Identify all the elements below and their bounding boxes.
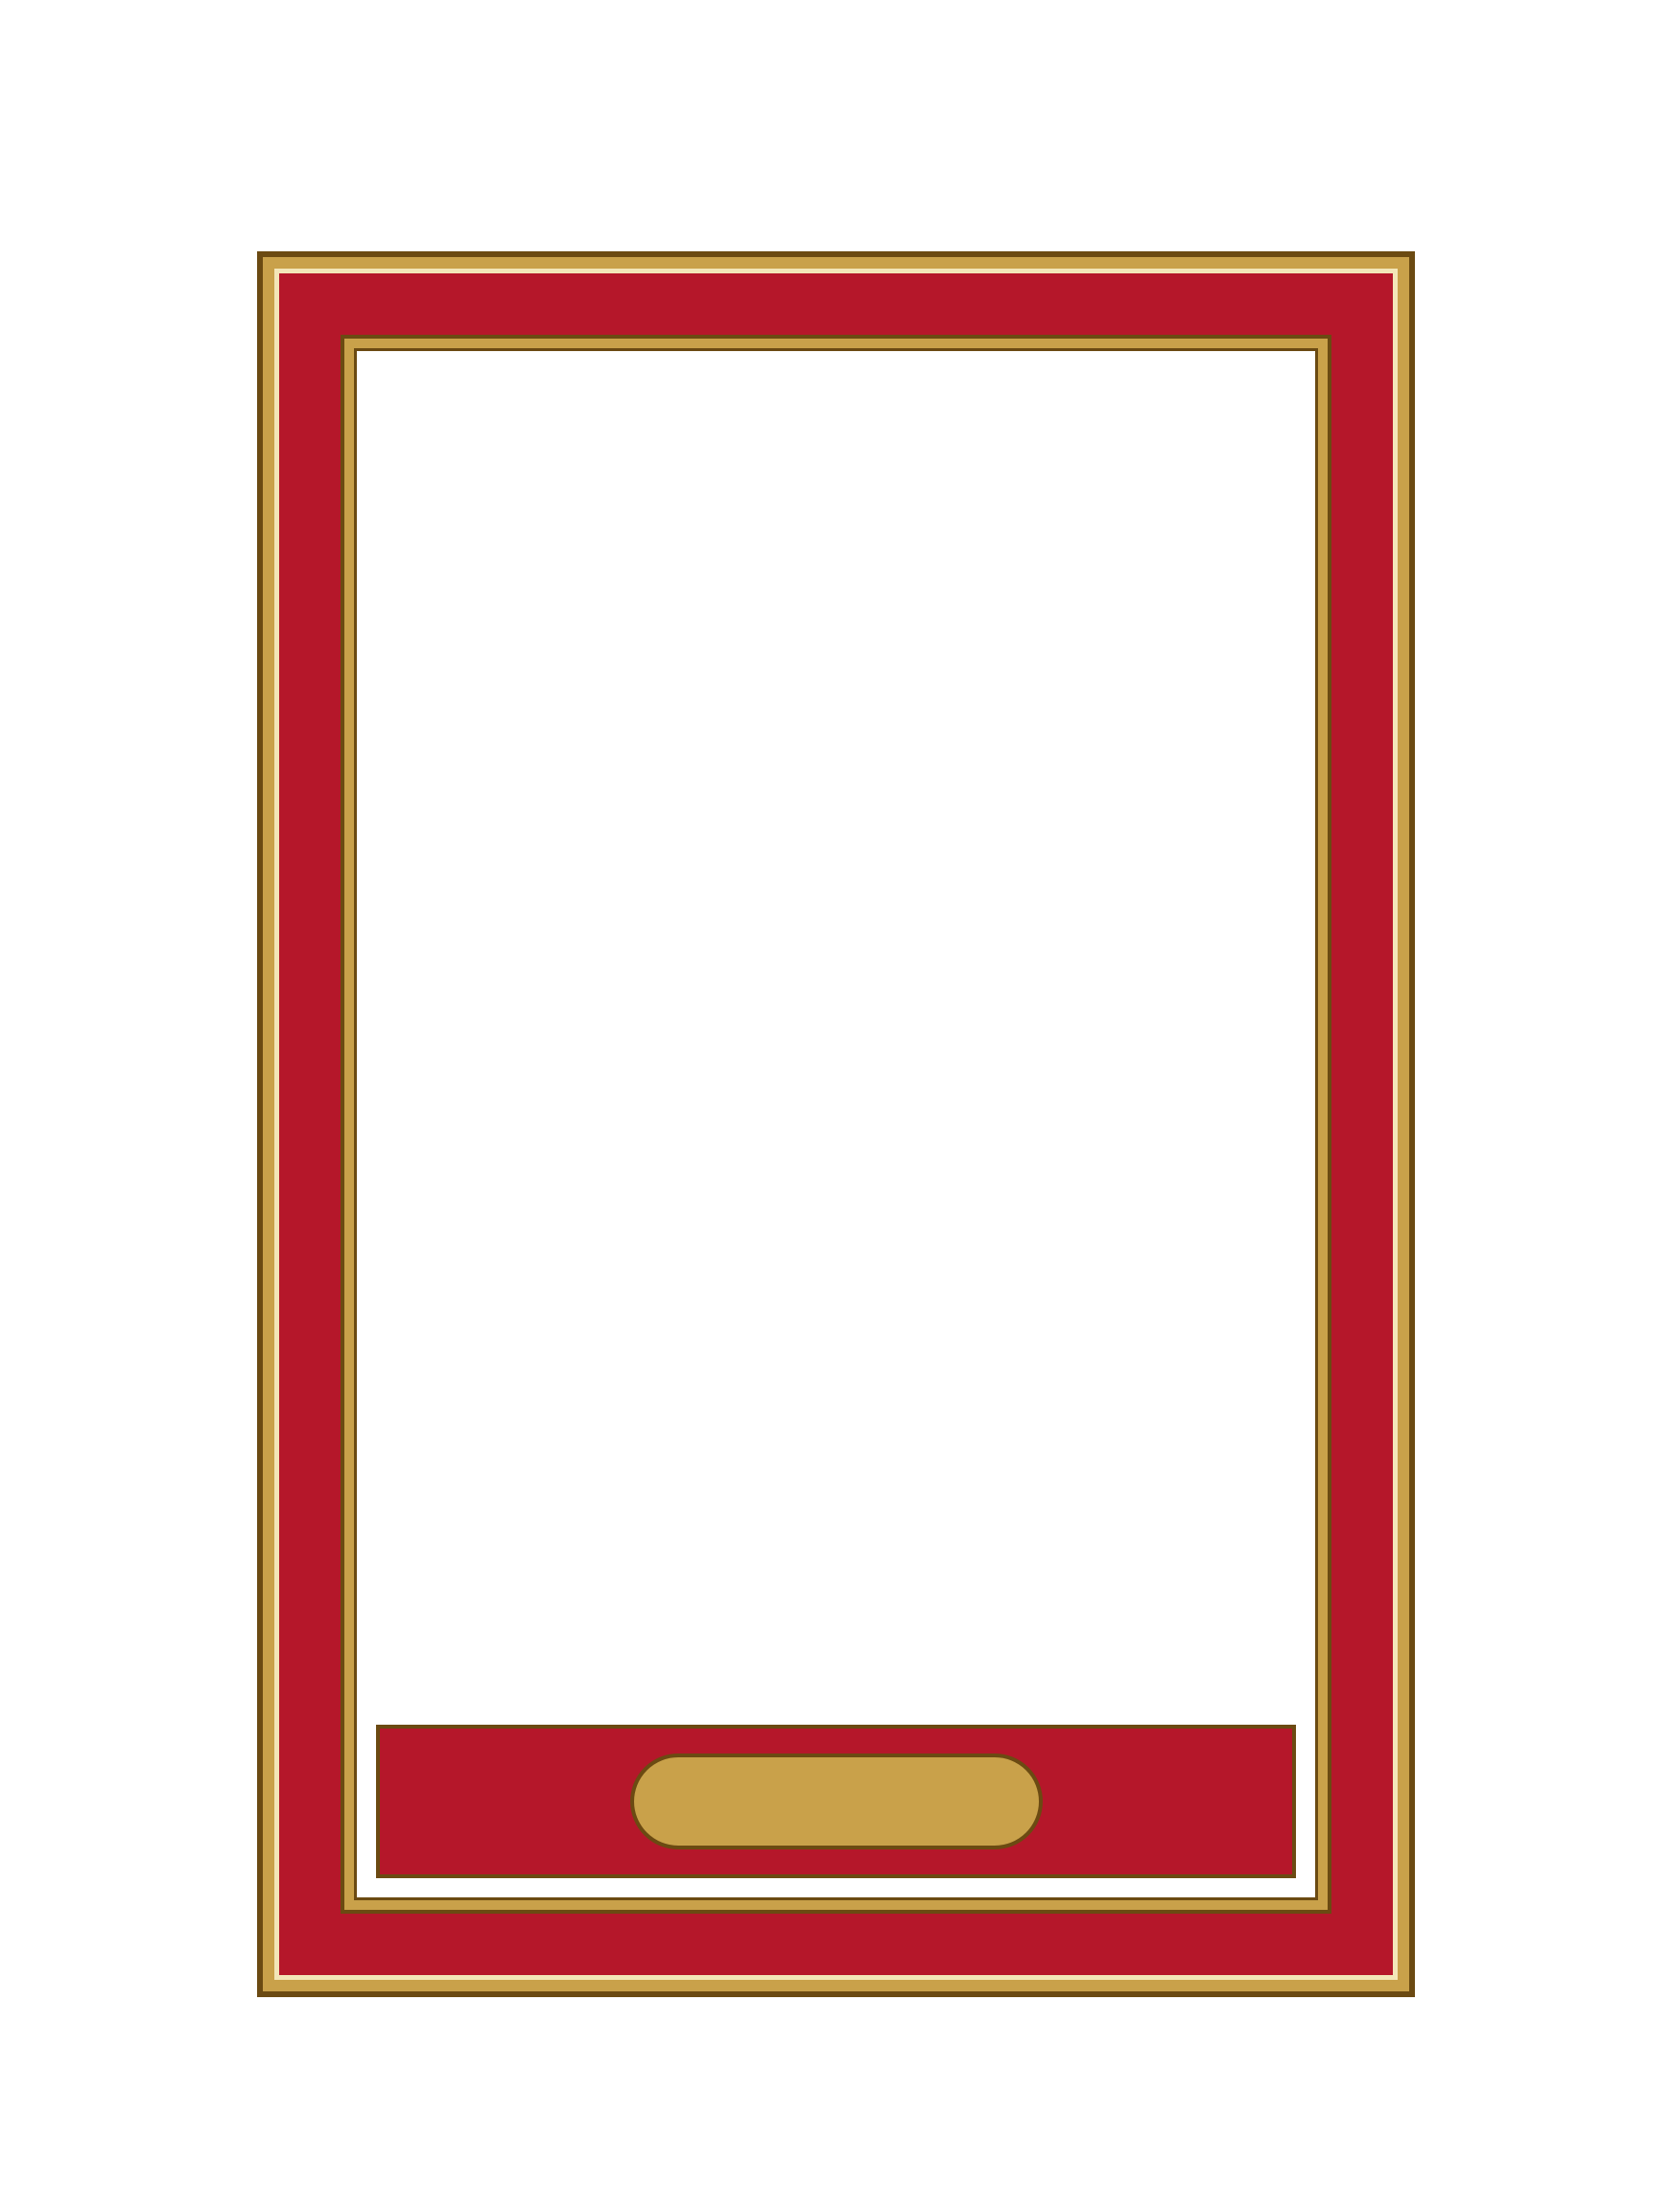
inner-gold-border [341, 335, 1331, 1914]
top-ornament-row [0, 182, 1672, 240]
page-frame [257, 251, 1415, 1997]
decorative-border-band [274, 269, 1398, 1980]
bottom-ornament-row [0, 2043, 1672, 2101]
banner-cartouche [630, 1753, 1043, 1849]
left-ornament-column [203, 269, 261, 2034]
text-area [354, 348, 1318, 1900]
right-ornament-column [1411, 269, 1469, 2034]
surah-banner [376, 1725, 1296, 1878]
